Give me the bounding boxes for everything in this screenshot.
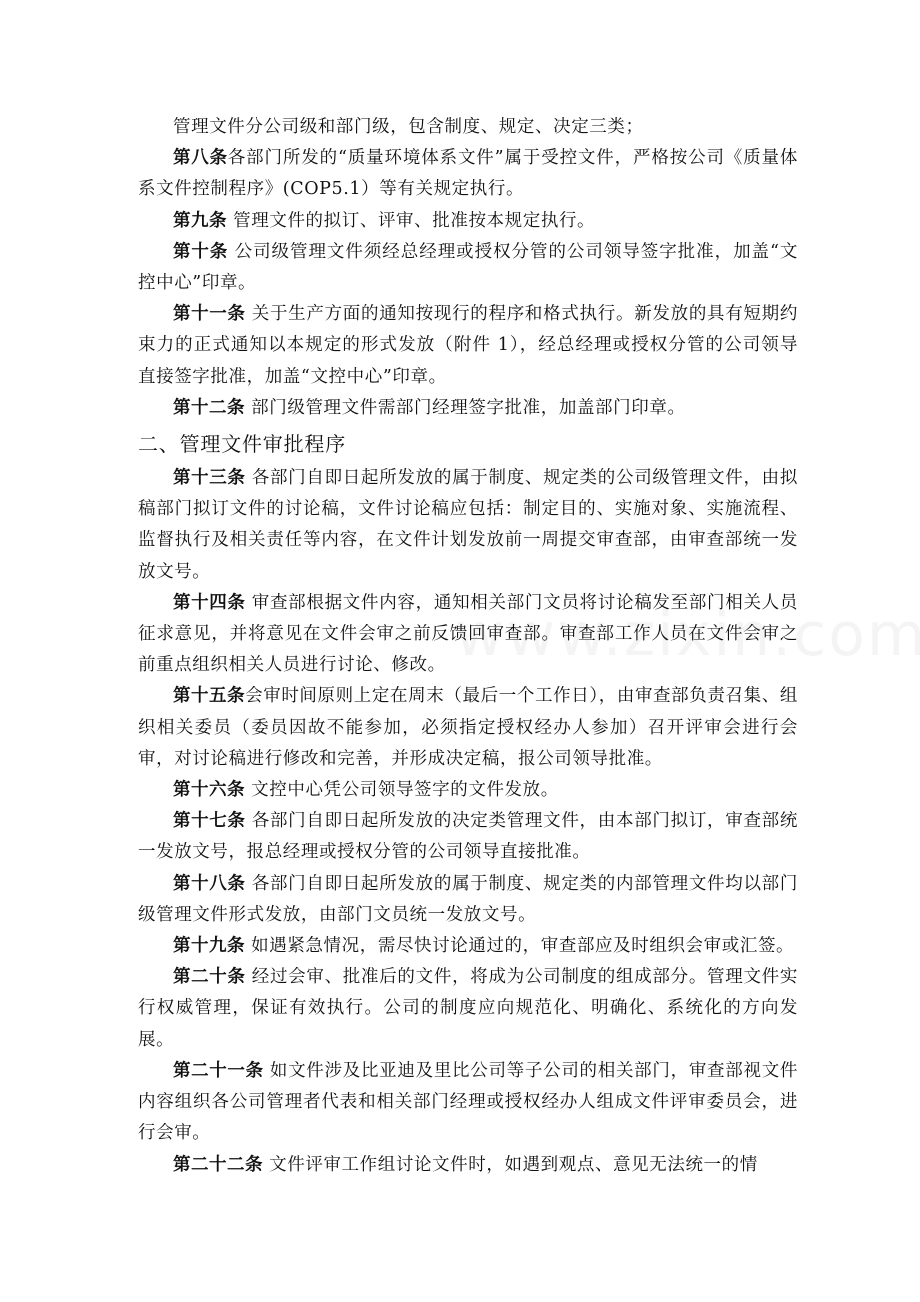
article-text: 各部门自即日起所发放的决定类管理文件，由本部门拟订，审查部统一发放文号，报总经理或授权分管的公司领导直接批准。 [138,811,798,863]
article-label: 第九条 [173,210,227,231]
article-label: 第二十条 [173,967,246,988]
article-text: 文件评审工作组讨论文件时，如遇到观点、意见无法统一的情 [263,1154,758,1175]
section-heading: 二、管理文件审批程序 [138,432,346,457]
article-text: 公司级管理文件须经总经理或授权分管的公司领导签字批准，加盖“文控中心”印章。 [138,241,798,294]
article-text: 部门级管理文件需部门经理签字批准，加盖部门印章。 [245,397,686,418]
article-text: 各部门所发的“质量环境体系文件”属于受控文件，严格按公司《质量体系文件控制程序》(COP5.1）等有关规定执行。 [138,148,799,200]
article-10 [138,237,798,299]
article-9 [138,206,798,237]
article-label: 第十五条 [173,686,246,707]
article-text: 审查部根据文件内容，通知相关部门文员将讨论稿发至部门相关人员征求意见，并将意见在文件会审之前反馈回审查部。审查部工作人员在文件会审之前重点组织相关人员进行讨论、修改。 [138,592,798,676]
article-label: 第十四条 [173,592,246,613]
article-22 [138,1150,798,1181]
article-text: 文控中心凭公司领导签字的文件发放。 [245,780,559,801]
article-12 [138,393,798,424]
article-label: 第二十一条 [173,1060,264,1081]
article-21 [138,1056,798,1150]
article-label: 第十六条 [173,780,245,801]
article-label: 第十三条 [173,468,246,489]
article-label: 第十条 [173,241,229,262]
article-8 [138,143,798,205]
article-label: 第十七条 [173,811,246,832]
article-text: 管理文件的拟订、评审、批准按本规定执行。 [227,210,596,231]
article-label: 第十八条 [173,873,246,894]
article-label: 第二十二条 [173,1154,263,1175]
article-label: 第十二条 [173,397,245,418]
article-18 [138,869,798,931]
article-text: 各部门自即日起所发放的属于制度、规定类的公司级管理文件，由拟稿部门拟订文件的讨论稿，文件讨论稿应包括：制定目的、实施对象、实施流程、监督执行及相关责任等内容，在文件计划发放前一周提交审查部，由审查部统一发放文号。 [138,468,798,582]
article-text: 如文件涉及比亚迪及里比公司等子公司的相关部门，审查部视文件内容组织各公司管理者代表和相关部门经理或授权经办人组成文件评审委员会，进行会审。 [138,1060,799,1144]
article-13 [138,463,798,588]
document-page [138,112,798,1181]
article-19 [138,931,798,962]
article-11 [138,299,798,393]
article-17 [138,806,798,868]
article-15 [138,681,798,775]
article-text: 经过会审、批准后的文件，将成为公司制度的组成部分。管理文件实行权威管理，保证有效执行。公司的制度应向规范化、明确化、系统化的方向发展。 [138,967,798,1050]
article-text: 各部门自即日起所发放的属于制度、规定类的内部管理文件均以部门级管理文件形式发放，由部门文员统一发放文号。 [138,873,798,925]
article-label: 第八条 [173,148,228,169]
intro-paragraph [138,112,798,143]
article-text: 会审时间原则上定在周末（最后一个工作日），由审查部负责召集、组织相关委员（委员因故不能参加，必须指定授权经办人参加）召开评审会进行会审，对讨论稿进行修改和完善，并形成决定稿，报公司领导批准。 [138,686,798,769]
article-text: 关于生产方面的通知按现行的程序和格式执行。新发放的具有短期约束力的正式通知以本规定的形式发放（附件 1），经总经理或授权分管的公司领导直接签字批准，加盖“文控中心”印章。 [138,304,798,387]
article-20 [138,962,798,1056]
article-label: 第十九条 [173,936,245,957]
intro-text: 管理文件分公司级和部门级，包含制度、规定、决定三类； [173,117,644,137]
article-14 [138,588,798,682]
article-16 [138,775,798,806]
article-text: 如遇紧急情况，需尽快讨论通过的，审查部应及时组织会审或汇签。 [245,936,795,957]
article-label: 第十一条 [173,304,246,325]
